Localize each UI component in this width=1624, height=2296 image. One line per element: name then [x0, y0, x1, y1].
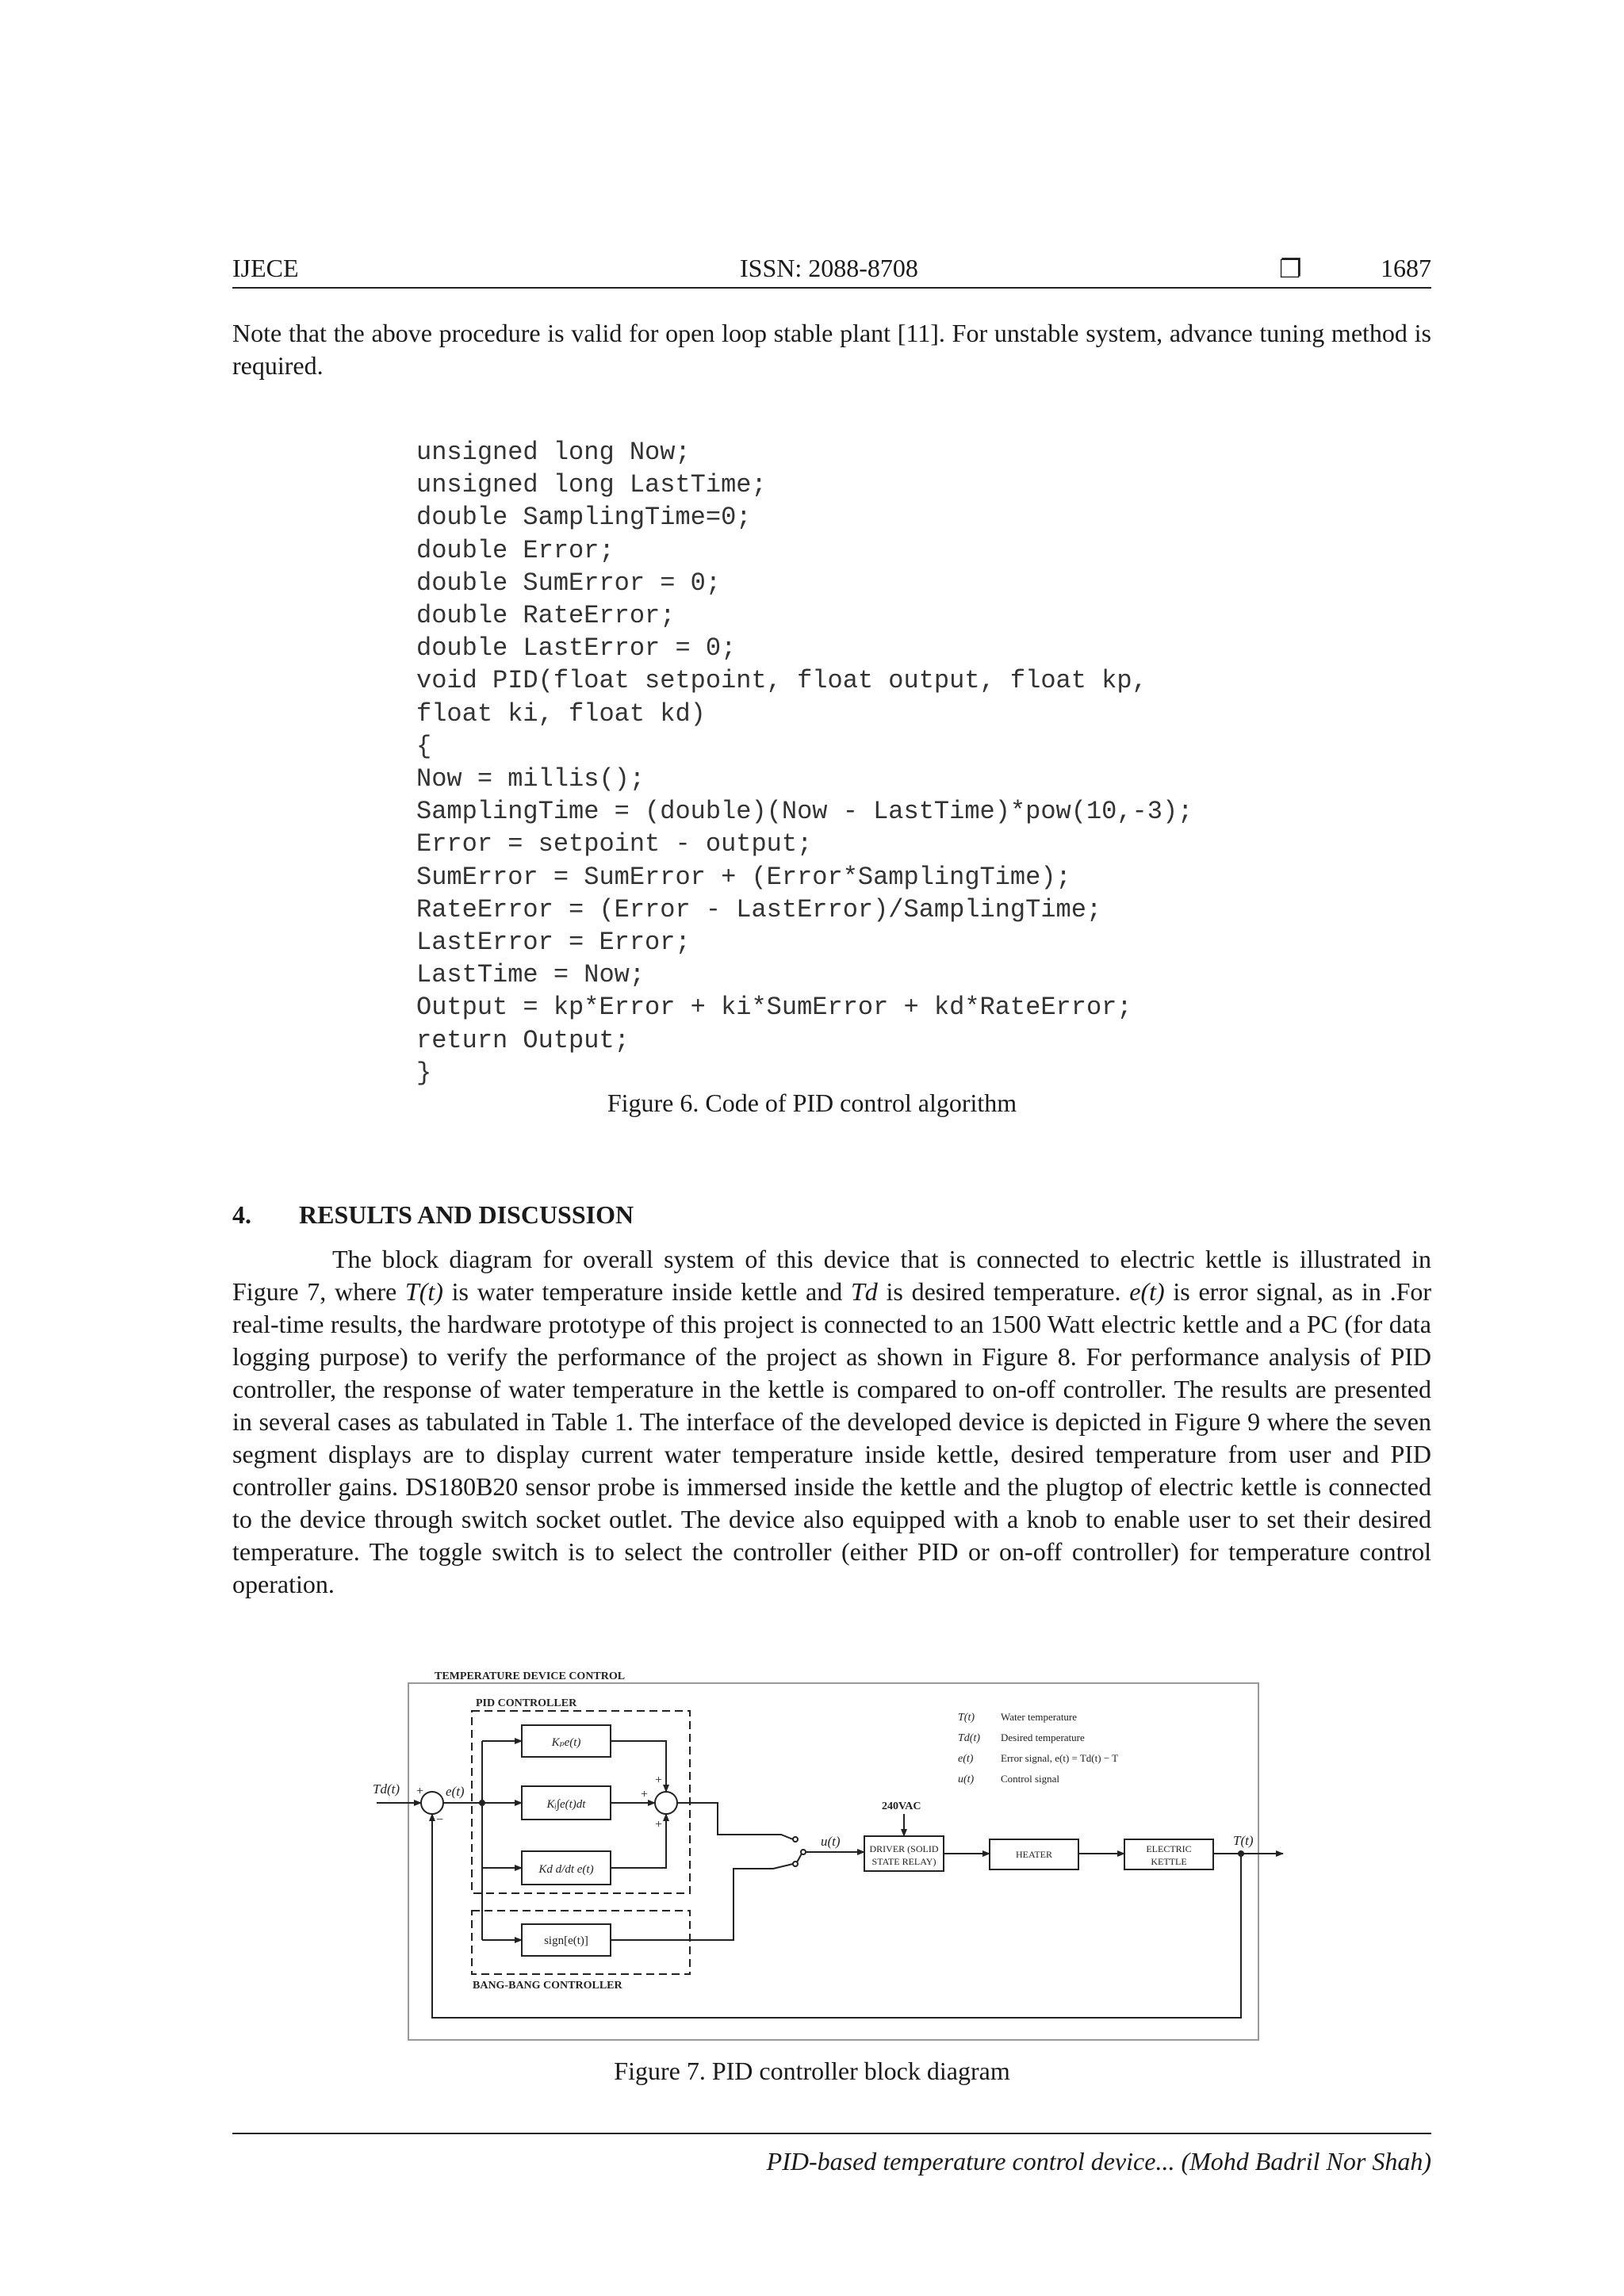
code-line: LastError = Error;	[416, 928, 691, 958]
pid-label: PID CONTROLLER	[476, 1697, 577, 1709]
code-line: void PID(float setpoint, float output, float kp,	[416, 666, 1147, 696]
supply-label: 240VAC	[882, 1800, 921, 1812]
results-text-3: is desired temperature.	[877, 1277, 1130, 1306]
math-Td: Td	[850, 1277, 878, 1306]
pid-sum-junction	[655, 1792, 677, 1814]
code-line: {	[416, 731, 432, 761]
legend-symbol-3: e(t)	[958, 1753, 974, 1765]
kd-block-label: Kd d/dt e(t)	[538, 1863, 594, 1876]
running-footer: PID-based temperature control device... (Mohd Badril Nor Shah)	[766, 2147, 1431, 2175]
code-line: double SumError = 0;	[416, 568, 722, 598]
figure6-caption: Figure 6. Code of PID control algorithm	[607, 1089, 1017, 1117]
code-line: double SamplingTime=0;	[416, 503, 752, 533]
legend-symbol-2: Td(t)	[958, 1732, 980, 1744]
code-line: LastTime = Now;	[416, 960, 645, 990]
section-number: 4.	[232, 1200, 251, 1229]
code-line: SamplingTime = (double)(Now - LastTime)*pow(10,-3);	[416, 797, 1193, 827]
ki-block-label: Kᵢ∫e(t)dt	[546, 1798, 586, 1811]
code-line: unsigned long LastTime;	[416, 470, 767, 500]
kettle-label-2: KETTLE	[1151, 1856, 1187, 1867]
section-title: RESULTS AND DISCUSSION	[299, 1200, 634, 1229]
code-line: double RateError;	[416, 601, 676, 631]
legend-text-2: Desired temperature	[1001, 1732, 1085, 1743]
results-text-4: is error signal, as in .For real-time results, the hardware prototype of this project is connected to an 1500 Watt electric kettle and a PC (for data logging purpose) to verify the performance of the project as shown in Figure 8. For performance analysis of PID controller, the response of water temperature in the kettle is compared to on-off controller. The results are presented in several cases as tabulated in Table 1. The interface of the developed device is depicted in Figure 9 where the seven segment displays are to display current water temperature inside kettle, desired temperature from user and PID controller gains. DS180B20 sensor probe is immersed inside the kettle and the plugtop of electric kettle is connected to the device through switch socket outlet. The device also equipped with a knob to enable user to set their desired temperature. The toggle switch is to select the controller (either PID or on-off controller) for temperature control operation.	[232, 1277, 1432, 1598]
output-label: T(t)	[1233, 1833, 1254, 1848]
plus-sign: +	[416, 1785, 424, 1798]
minus-sign: −	[436, 1813, 444, 1827]
driver-label-1: DRIVER (SOLID	[869, 1843, 939, 1854]
math-T-of-t: T(t)	[404, 1277, 443, 1306]
kp-block-label: Kₚe(t)	[551, 1736, 581, 1749]
box-symbol-icon: ❐	[1279, 254, 1302, 283]
results-text-2: is water temperature inside kettle and	[442, 1277, 851, 1306]
math-e-of-t: e(t)	[1129, 1277, 1165, 1306]
results-text-1: The block diagram for overall system of this device that is connected to electric kettle is illustrated in Figure 7, where	[232, 1245, 1431, 1306]
legend-symbol-1: T(t)	[958, 1712, 975, 1724]
legend-text-3: Error signal, e(t) = Td(t) − T	[1001, 1752, 1119, 1764]
legend-symbol-4: u(t)	[958, 1774, 975, 1785]
legend-text-1: Water temperature	[1001, 1711, 1078, 1723]
error-label: e(t)	[446, 1784, 465, 1799]
outer-label: TEMPERATURE DEVICE CONTROL	[435, 1670, 626, 1682]
footer-rule	[232, 2133, 1431, 2134]
plus-sign: +	[641, 1788, 649, 1801]
sign-block-label: sign[e(t)]	[544, 1934, 588, 1947]
intro-paragraph: Note that the above procedure is valid for open loop stable plant [11]. For unstable system, advance tuning method is required.	[232, 319, 1431, 380]
input-label: Td(t)	[373, 1781, 400, 1797]
kettle-label-1: ELECTRIC	[1146, 1843, 1192, 1854]
code-line: Error = setpoint - output;	[416, 829, 813, 859]
code-line: unsigned long Now;	[416, 438, 691, 467]
error-sum-junction	[421, 1792, 443, 1814]
bang-bang-label: BANG-BANG CONTROLLER	[473, 1980, 622, 1992]
code-line: float ki, float kd)	[416, 698, 706, 729]
u-label: u(t)	[821, 1834, 841, 1849]
code-line: Now = millis();	[416, 764, 645, 794]
code-line: }	[416, 1058, 432, 1088]
code-line: Output = kp*Error + ki*SumError + kd*RateError;	[416, 993, 1132, 1023]
issn: ISSN: 2088-8708	[740, 254, 918, 282]
code-line: SumError = SumError + (Error*SamplingTime);	[416, 862, 1071, 892]
code-line: RateError = (Error - LastError)/SamplingTime;	[416, 894, 1102, 924]
journal-name: IJECE	[232, 254, 299, 282]
legend-text-4: Control signal	[1001, 1773, 1060, 1785]
heater-label: HEATER	[1016, 1849, 1052, 1860]
page-number: 1687	[1381, 254, 1431, 282]
figure7-caption: Figure 7. PID controller block diagram	[614, 2057, 1010, 2085]
code-line: return Output;	[416, 1025, 630, 1055]
code-line: double LastError = 0;	[416, 633, 737, 664]
plus-sign: +	[655, 1774, 663, 1787]
code-line: double Error;	[416, 535, 615, 565]
driver-label-2: STATE RELAY)	[871, 1856, 936, 1867]
plus-sign: +	[655, 1818, 663, 1831]
